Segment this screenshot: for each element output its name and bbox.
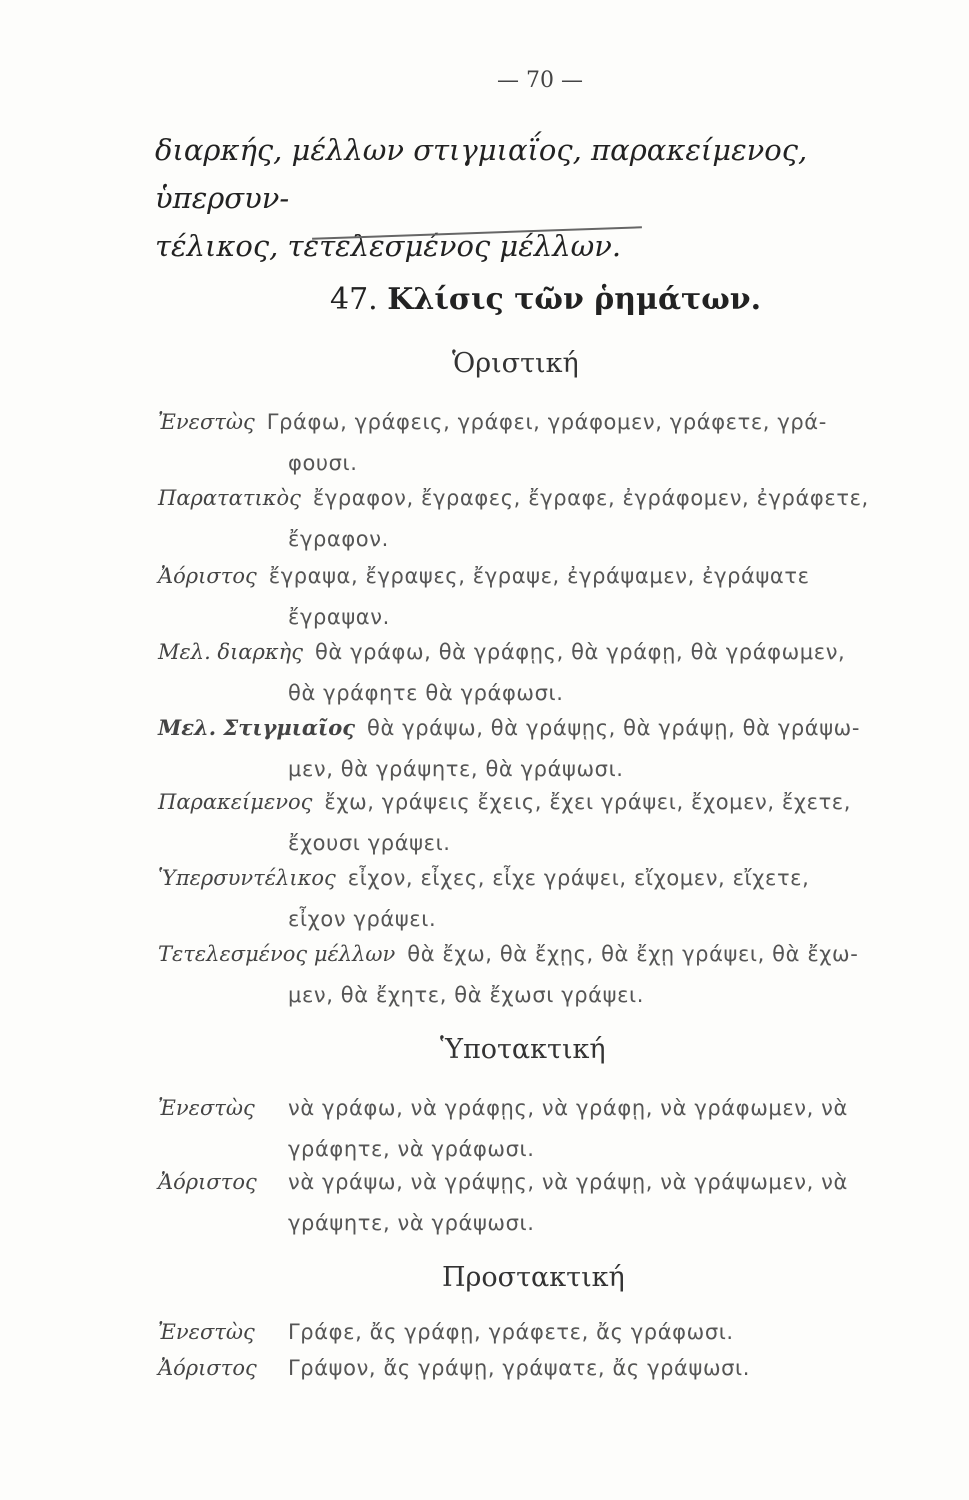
forms-continuation: γράψητε, νὰ γράψωσι. [288, 1211, 535, 1235]
tense-label: Μελ. Στιγμιαῖος [158, 715, 356, 740]
section-heading [330, 282, 761, 317]
tense-label: Ἐνεστὼς [158, 410, 255, 434]
tense-label: Ἐνεστὼς [158, 1320, 255, 1344]
conjugation-entry [158, 1314, 734, 1351]
tense-label: Τετελεσμένος μέλλων [158, 942, 396, 966]
forms-line: νὰ γράφω, νὰ γράφῃς, νὰ γράφῃ, νὰ γράφωμεν, νὰ [288, 1096, 848, 1120]
forms-continuation: μεν, θὰ ἔχητε, θὰ ἔχωσι γράψει. [288, 983, 645, 1007]
forms-line: θὰ γράψω, θὰ γράψῃς, θὰ γράψῃ, θὰ γράψω- [367, 716, 861, 740]
tense-label: Ἐνεστὼς [158, 1096, 255, 1120]
intro-line: τέλικος, τετελεσμένος μέλλων. [155, 229, 622, 263]
conjugation-entry [158, 478, 928, 559]
conjugation-entry [158, 782, 928, 863]
section-title: Κλίσις τῶν ῥημάτων. [387, 282, 762, 317]
conjugation-entry [158, 708, 928, 789]
conjugation-entry [158, 402, 928, 483]
tense-label: Παρατατικὸς [158, 486, 301, 510]
conjugation-entry [158, 858, 928, 939]
section-number: 47. [330, 282, 378, 317]
forms-line: ἔγραψα, ἔγραψες, ἔγραψε, ἐγράψαμεν, ἐγράψατε [268, 564, 810, 588]
conjugation-entry [158, 934, 928, 1015]
mood-heading-imperative: Προστακτική [442, 1262, 625, 1293]
forms-continuation: φουσι. [288, 451, 358, 475]
forms-continuation: ἔγραφον. [288, 527, 389, 551]
forms-continuation: ἔγραψαν. [288, 605, 390, 629]
forms-line: Γράφω, γράφεις, γράφει, γράφομεν, γράφετε, γρά- [266, 410, 827, 434]
mood-heading-indicative: Ὁριστική [452, 348, 579, 379]
conjugation-entry [158, 1088, 928, 1169]
tense-label: Παρακείμενος [158, 790, 313, 814]
forms-line: Γράφε, ἄς γράφῃ, γράφετε, ἄς γράφωσι. [288, 1320, 734, 1344]
intro-text [155, 126, 935, 270]
forms-line: εἶχον, εἶχες, εἶχε γράψει, εἴχομεν, εἴχετε, [347, 866, 810, 890]
forms-line: ἔχω, γράψεις ἔχεις, ἔχει γράψει, ἔχομεν, ἔχετε, [324, 790, 852, 814]
forms-continuation: εἶχον γράψει. [288, 907, 437, 931]
forms-continuation: γράφητε, νὰ γράφωσι. [288, 1137, 535, 1161]
forms-continuation: μεν, θὰ γράψητε, θὰ γράψωσι. [288, 757, 624, 781]
forms-line: ἔγραφον, ἔγραφες, ἔγραφε, ἐγράφομεν, ἐγράφετε, [312, 486, 869, 510]
forms-line: νὰ γράψω, νὰ γράψῃς, νὰ γράψῃ, νὰ γράψωμεν, νὰ [288, 1170, 848, 1194]
tense-label: Ἀόριστος [158, 564, 257, 588]
conjugation-entry [158, 556, 928, 637]
tense-label: Μελ. διαρκὴς [158, 640, 303, 664]
mood-heading-subjunctive: Ὑποτακτική [440, 1034, 606, 1065]
tense-label: Ὑπερσυντέλικος [158, 866, 336, 890]
conjugation-entry [158, 1162, 928, 1243]
conjugation-entry [158, 632, 928, 713]
forms-continuation: ἔχουσι γράψει. [288, 831, 451, 855]
conjugation-entry [158, 1350, 750, 1387]
forms-continuation: θὰ γράφητε θὰ γράφωσι. [288, 681, 564, 705]
intro-line: διαρκής, μέλλων στιγμιαΐος, παρακείμενος, ὑπερσυν- [155, 133, 808, 215]
forms-line: Γράψον, ἄς γράψῃ, γράψατε, ἄς γράψωσι. [288, 1356, 751, 1380]
page-number: — 70 — [497, 68, 583, 93]
tense-label: Ἀόριστος [158, 1170, 257, 1194]
forms-line: θὰ γράφω, θὰ γράφῃς, θὰ γράφῃ, θὰ γράφωμεν, [314, 640, 846, 664]
forms-line: θὰ ἔχω, θὰ ἔχῃς, θὰ ἔχῃ γράψει, θὰ ἔχω- [407, 942, 859, 966]
tense-label: Ἀόριστος [158, 1356, 257, 1380]
